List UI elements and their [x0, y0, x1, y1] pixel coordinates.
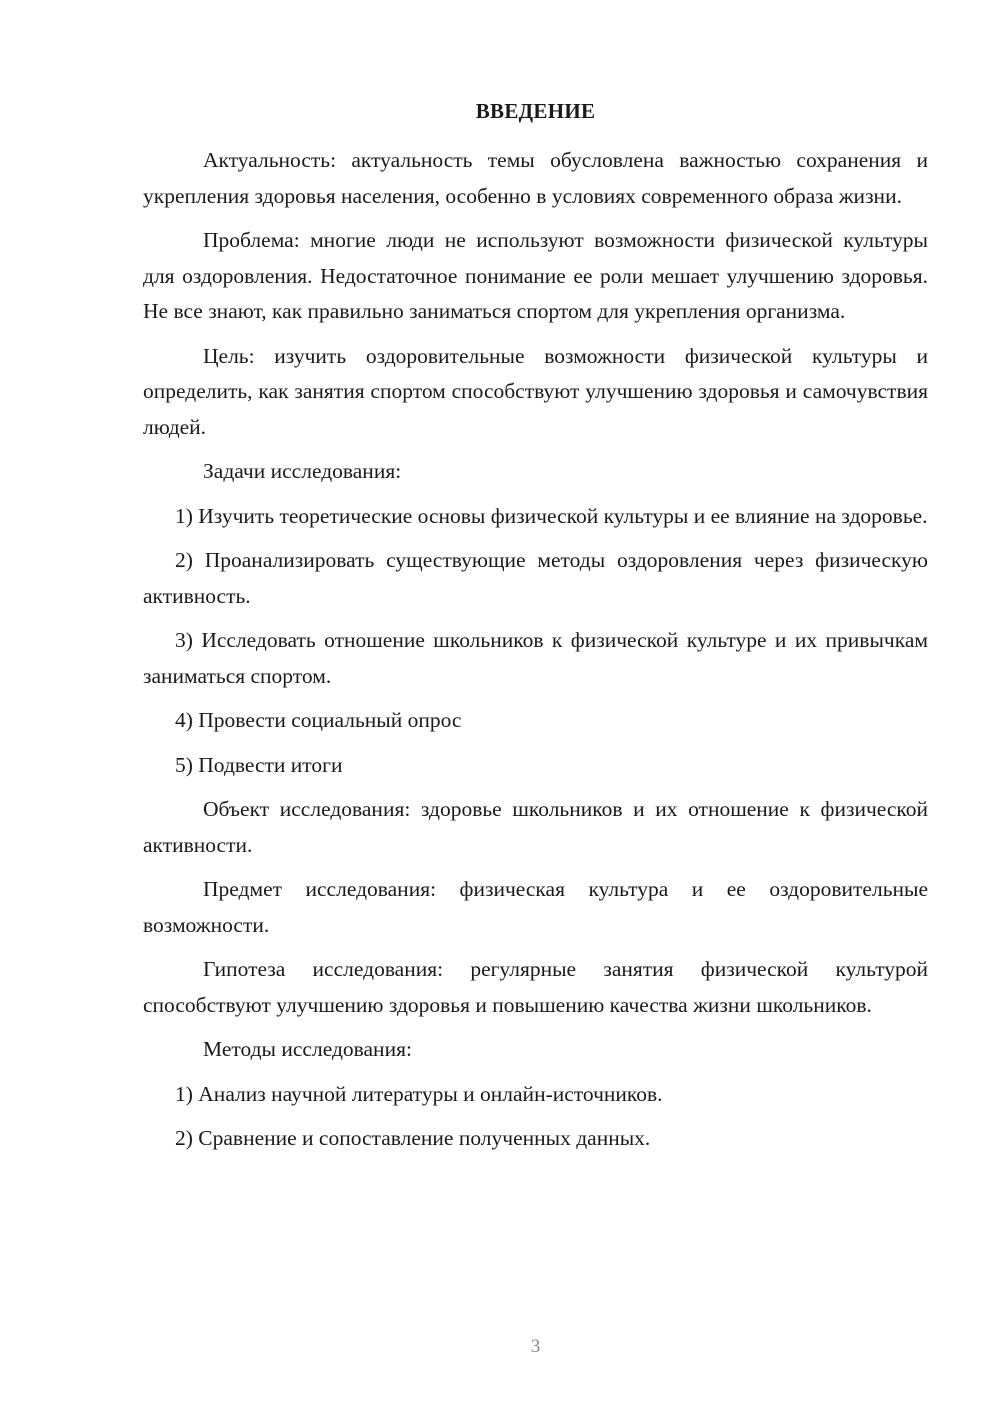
list-item-task-2: 2) Проанализировать существующие методы оздоровления через физическую активность. — [143, 548, 928, 608]
section-title: ВВЕДЕНИЕ — [475, 99, 596, 123]
paragraph-object: Объект исследования: здоровье школьников и их отношение к физической активности. — [143, 797, 928, 857]
list-item-task-5: 5) Подвести итоги — [175, 752, 343, 777]
paragraph-hypothesis: Гипотеза исследования: регулярные занятия физической культурой способствуют улучшению здоровья и повышению качества жизни школьников. — [143, 957, 928, 1017]
page-number: 3 — [530, 1336, 541, 1357]
paragraph-relevance: Актуальность: актуальность темы обусловлена важностью сохранения и укрепления здоровья населения, особенно в условиях современного образа жизни. — [143, 148, 928, 208]
paragraph-methods-heading: Методы исследования: — [203, 1037, 412, 1061]
list-item-method-1: 1) Анализ научной литературы и онлайн-источников. — [175, 1081, 663, 1106]
paragraph-problem: Проблема: многие люди не используют возможности физической культуры для оздоровления. Недостаточное понимание ее роли мешает улучшению здоровья. Не все знают, как правильно заниматься спортом для укрепления организма. — [143, 228, 928, 323]
list-item-method-2: 2) Сравнение и сопоставление полученных данных. — [175, 1126, 651, 1150]
list-item-task-4: 4) Провести социальный опрос — [175, 708, 462, 732]
document-page — [143, 0, 928, 1414]
paragraph-tasks-heading: Задачи исследования: — [203, 459, 402, 483]
paragraph-goal: Цель: изучить оздоровительные возможности физической культуры и определить, как занятия спортом способствуют улучшению здоровья и самочувствия людей. — [143, 343, 928, 439]
paragraph-subject: Предмет исследования: физическая культура и ее оздоровительные возможности. — [143, 877, 928, 937]
list-item-task-3: 3) Исследовать отношение школьников к физической культуре и их привычкам заниматься спортом. — [143, 628, 928, 688]
body-text — [143, 143, 928, 1166]
list-item-task-1: 1) Изучить теоретические основы физической культуры и ее влияние на здоровье. — [175, 503, 928, 528]
